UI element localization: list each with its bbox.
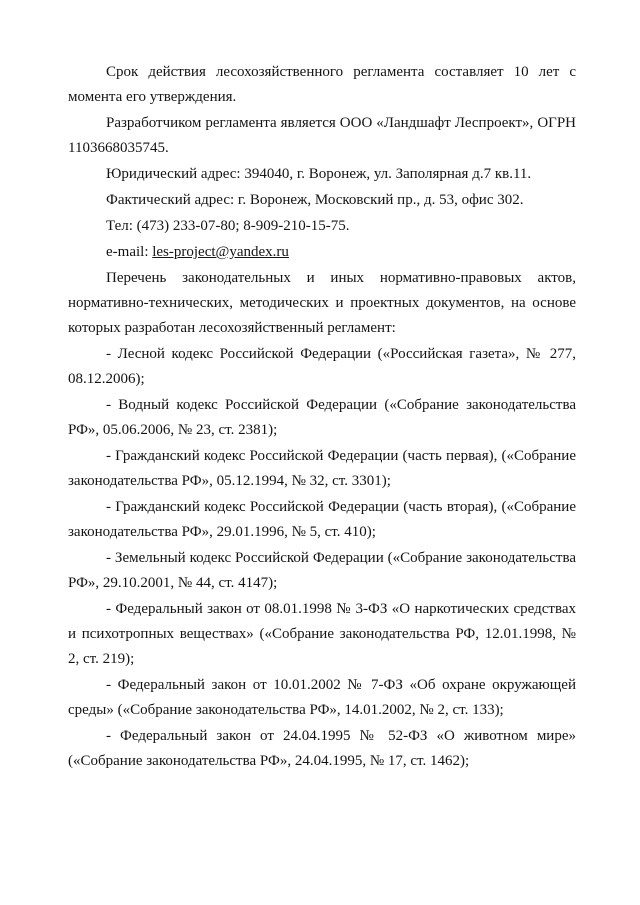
act-item-land-code: - Земельный кодекс Российской Федерации («Собрание законодательства РФ», 29.10.2001, № 44, ст. 4147); <box>68 550 576 591</box>
acts-intro-paragraph: Перечень законодательных и иных нормативно-правовых актов, нормативно-технических, методических и проектных документов, на основе которых разработан лесохозяйственный регламент: <box>68 270 576 336</box>
email-label: e-mail: <box>106 244 153 260</box>
email-link[interactable]: les-project@yandex.ru <box>152 244 289 260</box>
act-item-water-code: - Водный кодекс Российской Федерации («Собрание законодательства РФ», 05.06.2006, № 23, ст. 2381); <box>68 397 576 438</box>
act-item-civil-code-part-one: - Гражданский кодекс Российской Федерации (часть первая), («Собрание законодательства РФ», 05.12.1994, № 32, ст. 3301); <box>68 448 576 489</box>
legal-address-paragraph: Юридический адрес: 394040, г. Воронеж, ул. Заполярная д.7 кв.11. <box>106 166 532 182</box>
document-body <box>68 60 576 775</box>
developer-paragraph: Разработчиком регламента является ООО «Ландшафт Леспроект», ОГРН 1103668035745. <box>68 115 576 156</box>
email-paragraph <box>68 240 576 265</box>
act-item-forest-code: - Лесной кодекс Российской Федерации («Российская газета», № 277, 08.12.2006); <box>68 346 576 387</box>
act-item-narcotics-law: - Федеральный закон от 08.01.1998 № 3-ФЗ «О наркотических средствах и психотропных веществах» («Собрание законодательства РФ, 12.01.1998, № 2, ст. 219); <box>68 601 576 667</box>
validity-paragraph: Срок действия лесохозяйственного регламента составляет 10 лет с момента его утверждения. <box>68 64 576 105</box>
act-item-wildlife-law: - Федеральный закон от 24.04.1995 № 52-ФЗ «О животном мире» («Собрание законодательства РФ», 24.04.1995, № 17, ст. 1462); <box>68 728 576 769</box>
act-item-environment-law: - Федеральный закон от 10.01.2002 № 7-ФЗ «Об охране окружающей среды» («Собрание законодательства РФ», 14.01.2002, № 2, ст. 133); <box>68 677 576 718</box>
actual-address-paragraph: Фактический адрес: г. Воронеж, Московский пр., д. 53, офис 302. <box>106 192 524 208</box>
phone-paragraph: Тел: (473) 233-07-80; 8-909-210-15-75. <box>106 218 350 234</box>
act-item-civil-code-part-two: - Гражданский кодекс Российской Федерации (часть вторая), («Собрание законодательства РФ», 29.01.1996, № 5, ст. 410); <box>68 499 576 540</box>
